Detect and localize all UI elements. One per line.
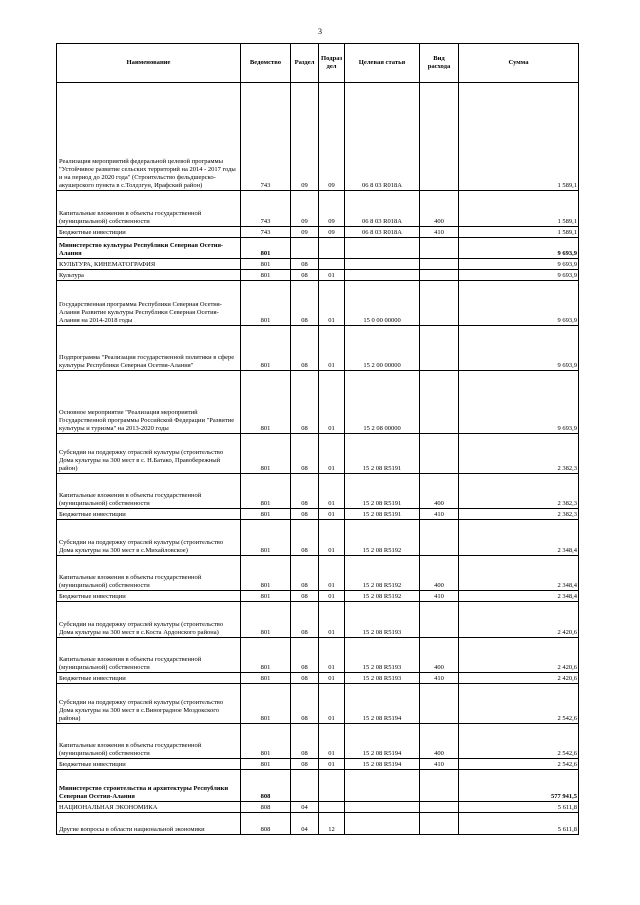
cell-podrazdel: 01 (319, 270, 345, 281)
cell-sum: 2 420,6 (459, 638, 579, 673)
cell-target-article: 15 2 08 R5192 (345, 520, 420, 556)
cell-sum: 2 382,3 (459, 509, 579, 520)
page-number: 3 (318, 27, 322, 36)
header-expense-type: Вид расхода (420, 44, 459, 83)
table-body (57, 83, 579, 835)
cell-podrazdel: 01 (319, 591, 345, 602)
cell-name: Бюджетные инвестиции (57, 227, 241, 238)
table-row (57, 673, 579, 684)
cell-target-article: 15 2 08 00000 (345, 371, 420, 434)
cell-razdel: 08 (291, 474, 319, 509)
cell-expense-type (420, 326, 459, 371)
cell-sum: 9 693,9 (459, 270, 579, 281)
cell-target-article: 15 2 08 R5193 (345, 638, 420, 673)
table-row (57, 556, 579, 591)
cell-expense-type (420, 83, 459, 191)
cell-sum: 577 941,5 (459, 770, 579, 802)
cell-name: Субсидии на поддержку отраслей культуры (строительство Дома культуры на 300 мест в с.Михайловское) (57, 520, 241, 556)
table-row (57, 191, 579, 227)
cell-expense-type: 410 (420, 759, 459, 770)
cell-name: Основное мероприятие "Реализация мероприятий Государственной программы Российской Федерации "Развитие культуры и туризма" на 2013-2020 годы (57, 371, 241, 434)
cell-razdel: 08 (291, 724, 319, 759)
cell-vedomstvo: 801 (241, 602, 291, 638)
cell-name: Подпрограмма "Реализация государственной политики в сфере культуры Республики Северная Осетия-Алания" (57, 326, 241, 371)
cell-target-article: 15 2 08 R5194 (345, 724, 420, 759)
header-razdel: Раздел (291, 44, 319, 83)
table-row (57, 326, 579, 371)
cell-name: КУЛЬТУРА, КИНЕМАТОГРАФИЯ (57, 259, 241, 270)
cell-razdel: 08 (291, 509, 319, 520)
table-row (57, 638, 579, 673)
cell-name: Капитальные вложения в объекты государственной (муниципальной) собственности (57, 191, 241, 227)
cell-razdel: 08 (291, 434, 319, 474)
cell-expense-type: 400 (420, 638, 459, 673)
cell-razdel (291, 770, 319, 802)
table-row (57, 813, 579, 835)
cell-expense-type (420, 259, 459, 270)
cell-target-article: 06 8 03 R018A (345, 191, 420, 227)
cell-name: Капитальные вложения в объекты государственной (муниципальной) собственности (57, 638, 241, 673)
cell-podrazdel: 01 (319, 684, 345, 724)
cell-razdel: 08 (291, 270, 319, 281)
cell-podrazdel: 01 (319, 509, 345, 520)
cell-target-article (345, 259, 420, 270)
cell-sum: 2 542,6 (459, 759, 579, 770)
table-row (57, 520, 579, 556)
table-row (57, 83, 579, 191)
table-row (57, 281, 579, 326)
cell-vedomstvo: 801 (241, 759, 291, 770)
cell-vedomstvo: 808 (241, 770, 291, 802)
cell-podrazdel: 01 (319, 434, 345, 474)
cell-podrazdel: 12 (319, 813, 345, 835)
cell-target-article: 15 2 08 R5194 (345, 759, 420, 770)
cell-expense-type: 410 (420, 673, 459, 684)
cell-expense-type (420, 602, 459, 638)
table-row (57, 434, 579, 474)
table-row (57, 802, 579, 813)
cell-podrazdel: 01 (319, 673, 345, 684)
cell-sum: 5 611,8 (459, 802, 579, 813)
cell-vedomstvo: 808 (241, 813, 291, 835)
cell-name: Бюджетные инвестиции (57, 591, 241, 602)
cell-name: Капитальные вложения в объекты государственной (муниципальной) собственности (57, 724, 241, 759)
cell-sum: 2 348,4 (459, 556, 579, 591)
cell-podrazdel: 01 (319, 474, 345, 509)
cell-podrazdel: 01 (319, 638, 345, 673)
cell-sum: 2 542,6 (459, 684, 579, 724)
cell-vedomstvo: 801 (241, 684, 291, 724)
cell-name: Культура (57, 270, 241, 281)
cell-razdel: 04 (291, 813, 319, 835)
table-row (57, 474, 579, 509)
cell-target-article: 15 2 08 R5192 (345, 556, 420, 591)
cell-target-article: 15 2 08 R5191 (345, 474, 420, 509)
cell-podrazdel (319, 802, 345, 813)
cell-expense-type (420, 434, 459, 474)
cell-target-article: 15 2 08 R5194 (345, 684, 420, 724)
cell-razdel: 09 (291, 227, 319, 238)
cell-sum: 2 420,6 (459, 673, 579, 684)
cell-target-article: 15 2 00 00000 (345, 326, 420, 371)
table-row (57, 238, 579, 259)
cell-vedomstvo: 801 (241, 591, 291, 602)
table-row (57, 591, 579, 602)
cell-target-article: 06 8 03 R018A (345, 227, 420, 238)
cell-vedomstvo: 801 (241, 326, 291, 371)
cell-sum: 9 693,9 (459, 326, 579, 371)
cell-expense-type (420, 813, 459, 835)
cell-expense-type (420, 770, 459, 802)
cell-podrazdel: 01 (319, 759, 345, 770)
cell-razdel: 08 (291, 371, 319, 434)
cell-expense-type: 400 (420, 191, 459, 227)
cell-podrazdel (319, 770, 345, 802)
cell-expense-type: 410 (420, 591, 459, 602)
cell-target-article (345, 270, 420, 281)
cell-sum: 2 348,4 (459, 520, 579, 556)
cell-razdel: 09 (291, 191, 319, 227)
cell-expense-type (420, 684, 459, 724)
cell-razdel: 08 (291, 673, 319, 684)
cell-vedomstvo: 801 (241, 259, 291, 270)
cell-name: Бюджетные инвестиции (57, 759, 241, 770)
cell-podrazdel: 01 (319, 556, 345, 591)
table-row (57, 684, 579, 724)
cell-razdel: 08 (291, 520, 319, 556)
cell-expense-type (420, 802, 459, 813)
cell-podrazdel: 01 (319, 520, 345, 556)
cell-podrazdel: 01 (319, 326, 345, 371)
cell-expense-type (420, 281, 459, 326)
cell-razdel: 08 (291, 602, 319, 638)
cell-razdel (291, 238, 319, 259)
cell-target-article (345, 238, 420, 259)
cell-vedomstvo: 801 (241, 434, 291, 474)
cell-vedomstvo: 801 (241, 556, 291, 591)
cell-sum: 2 420,6 (459, 602, 579, 638)
cell-vedomstvo: 801 (241, 638, 291, 673)
cell-name: Субсидии на поддержку отраслей культуры (строительство Дома культуры на 300 мест в с. Н.Батако, Правобережный район) (57, 434, 241, 474)
cell-expense-type (420, 238, 459, 259)
cell-podrazdel: 01 (319, 724, 345, 759)
cell-target-article (345, 770, 420, 802)
cell-podrazdel (319, 238, 345, 259)
cell-sum: 2 348,4 (459, 591, 579, 602)
cell-vedomstvo: 801 (241, 474, 291, 509)
cell-target-article: 06 8 03 R018A (345, 83, 420, 191)
cell-target-article: 15 0 00 00000 (345, 281, 420, 326)
cell-sum: 1 589,1 (459, 191, 579, 227)
cell-sum: 9 693,9 (459, 259, 579, 270)
table-row (57, 270, 579, 281)
cell-razdel: 08 (291, 326, 319, 371)
cell-sum: 2 382,3 (459, 474, 579, 509)
cell-sum: 9 693,9 (459, 238, 579, 259)
table-row (57, 259, 579, 270)
cell-podrazdel: 01 (319, 602, 345, 638)
cell-vedomstvo: 801 (241, 238, 291, 259)
table-row (57, 371, 579, 434)
cell-sum: 9 693,9 (459, 281, 579, 326)
cell-razdel: 08 (291, 591, 319, 602)
cell-razdel: 04 (291, 802, 319, 813)
cell-name: Капитальные вложения в объекты государственной (муниципальной) собственности (57, 474, 241, 509)
cell-target-article: 15 2 08 R5191 (345, 434, 420, 474)
cell-podrazdel: 01 (319, 281, 345, 326)
cell-name: Субсидии на поддержку отраслей культуры (строительство Дома культуры на 300 мест в с.Виноградное Моздокского района) (57, 684, 241, 724)
cell-vedomstvo: 808 (241, 802, 291, 813)
cell-expense-type: 400 (420, 474, 459, 509)
cell-razdel: 08 (291, 638, 319, 673)
cell-sum: 1 589,1 (459, 227, 579, 238)
cell-podrazdel (319, 259, 345, 270)
table-row (57, 227, 579, 238)
cell-podrazdel: 09 (319, 227, 345, 238)
cell-expense-type: 400 (420, 556, 459, 591)
table-row (57, 509, 579, 520)
cell-name: НАЦИОНАЛЬНАЯ ЭКОНОМИКА (57, 802, 241, 813)
cell-vedomstvo: 801 (241, 509, 291, 520)
cell-name: Министерство строительства и архитектуры Республики Северная Осетия-Алания (57, 770, 241, 802)
cell-expense-type (420, 371, 459, 434)
cell-vedomstvo: 801 (241, 371, 291, 434)
cell-vedomstvo: 743 (241, 191, 291, 227)
cell-target-article: 15 2 08 R5191 (345, 509, 420, 520)
cell-sum: 2 382,3 (459, 434, 579, 474)
cell-target-article: 15 2 08 R5193 (345, 602, 420, 638)
cell-name: Капитальные вложения в объекты государственной (муниципальной) собственности (57, 556, 241, 591)
header-podrazdel: Подраз дел (319, 44, 345, 83)
budget-table (56, 43, 579, 835)
cell-name: Государственная программа Республики Северная Осетия-Алания Развитие культуры Республики Северная Осетия-Алания на 2014-2018 годы (57, 281, 241, 326)
cell-expense-type: 410 (420, 227, 459, 238)
cell-sum: 5 611,8 (459, 813, 579, 835)
cell-name: Бюджетные инвестиции (57, 673, 241, 684)
cell-podrazdel: 09 (319, 83, 345, 191)
cell-sum: 2 542,6 (459, 724, 579, 759)
table-row (57, 770, 579, 802)
cell-vedomstvo: 801 (241, 281, 291, 326)
cell-vedomstvo: 743 (241, 227, 291, 238)
cell-razdel: 08 (291, 759, 319, 770)
header-target-article: Целевая статья (345, 44, 420, 83)
cell-podrazdel: 01 (319, 371, 345, 434)
cell-vedomstvo: 801 (241, 673, 291, 684)
cell-name: Субсидии на поддержку отраслей культуры (строительство Дома культуры на 300 мест в с.Коста Ардонского района) (57, 602, 241, 638)
cell-target-article (345, 813, 420, 835)
cell-razdel: 09 (291, 83, 319, 191)
cell-target-article: 15 2 08 R5192 (345, 591, 420, 602)
cell-vedomstvo: 801 (241, 270, 291, 281)
cell-razdel: 08 (291, 281, 319, 326)
cell-vedomstvo: 801 (241, 520, 291, 556)
cell-name: Реализация мероприятий федеральной целевой программы "Устойчивое развитие сельских территорий на 2014 - 2017 годы и на период до 2020 года" (Строительство фельдшерско-акушерского пункта в с.Толдзгун, Ирафский район) (57, 83, 241, 191)
table-row (57, 602, 579, 638)
table-header-row (57, 44, 579, 83)
cell-target-article (345, 802, 420, 813)
cell-podrazdel: 09 (319, 191, 345, 227)
cell-name: Другие вопросы в области национальной экономики (57, 813, 241, 835)
header-vedomstvo: Ведомство (241, 44, 291, 83)
cell-vedomstvo: 801 (241, 724, 291, 759)
cell-target-article: 15 2 08 R5193 (345, 673, 420, 684)
header-sum: Сумма (459, 44, 579, 83)
cell-sum: 1 589,1 (459, 83, 579, 191)
cell-razdel: 08 (291, 259, 319, 270)
cell-vedomstvo: 743 (241, 83, 291, 191)
cell-expense-type (420, 270, 459, 281)
cell-expense-type: 400 (420, 724, 459, 759)
table-row (57, 759, 579, 770)
cell-razdel: 08 (291, 684, 319, 724)
header-name: Наименование (57, 44, 241, 83)
cell-name: Министерство культуры Республики Северная Осетия-Алания (57, 238, 241, 259)
cell-sum: 9 693,9 (459, 371, 579, 434)
cell-name: Бюджетные инвестиции (57, 509, 241, 520)
cell-expense-type: 410 (420, 509, 459, 520)
cell-razdel: 08 (291, 556, 319, 591)
table-row (57, 724, 579, 759)
cell-expense-type (420, 520, 459, 556)
